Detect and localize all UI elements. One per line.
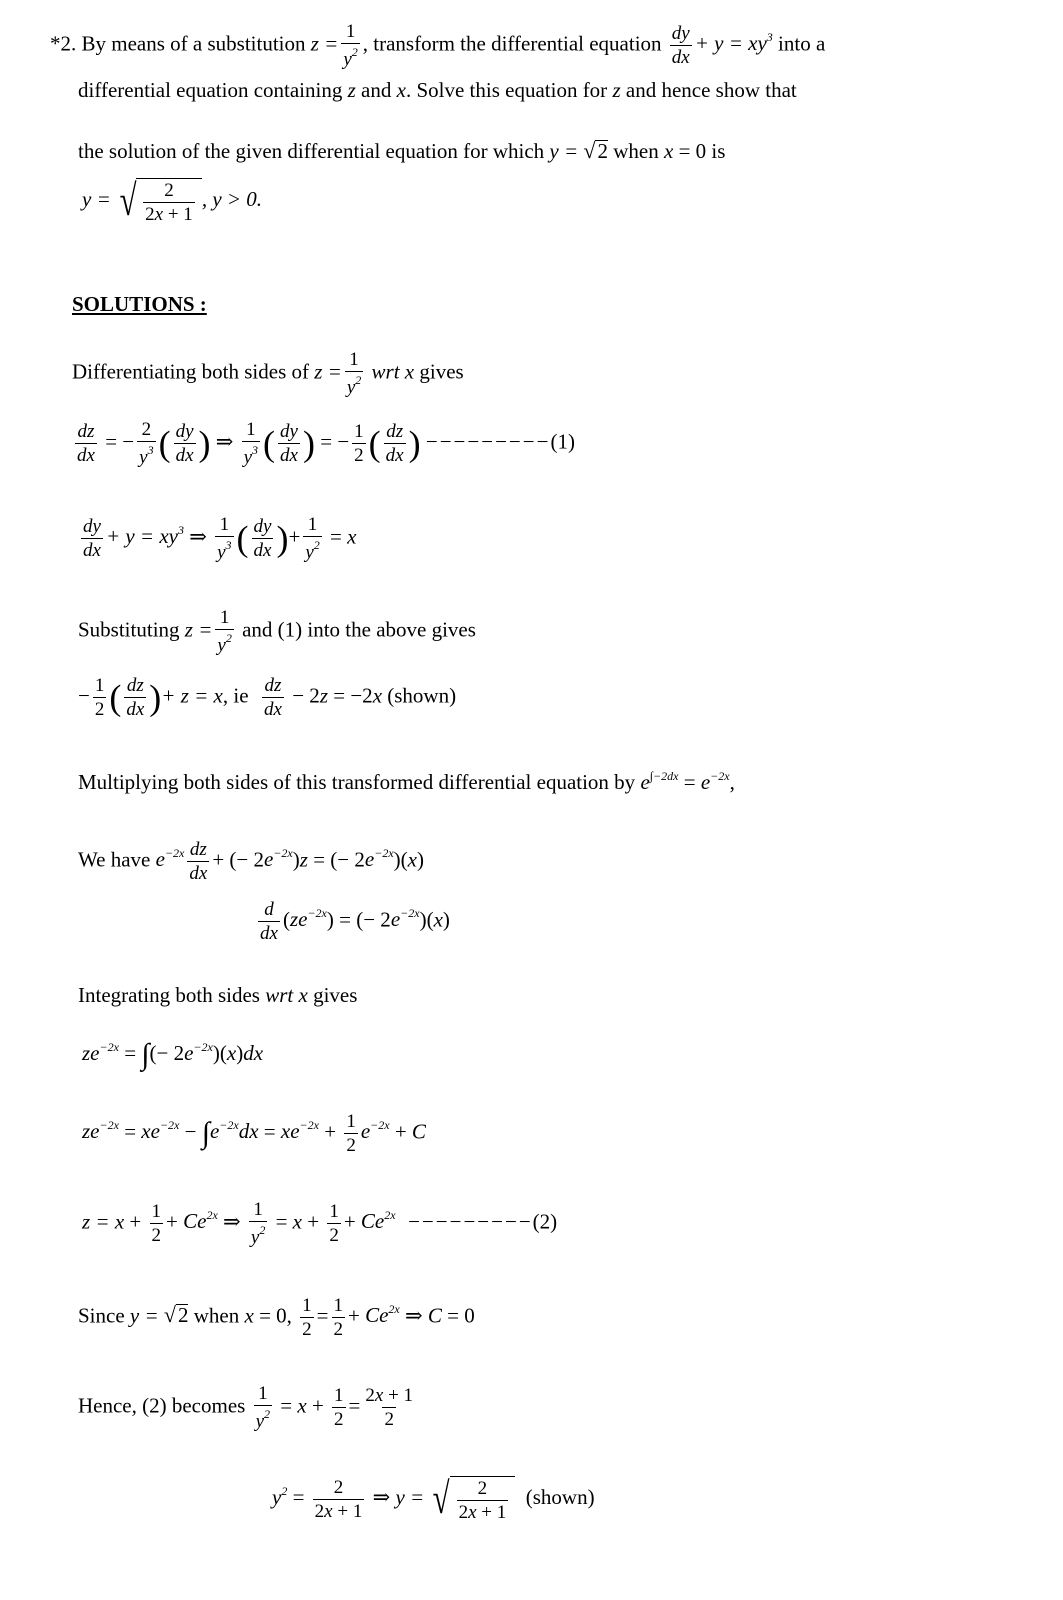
substituting-line: Substituting z = $\frac{1}{y^2}$ and (1) into the above gives — [78, 607, 476, 656]
question-line-2: differential equation containing z and x. Solve this equation for z and hence show that — [78, 78, 797, 102]
equation-1-label: (1) — [550, 429, 575, 454]
integral-line-1: $ze^{-2x}$ = ∫(− $2e^{-2x})(x)dx$ — [82, 1038, 264, 1071]
equation-1: $\frac{dz}{dx}$ = − $\frac{2}{y^3}$ ( $\frac{dy}{dx}$ ) ⇒ $\frac{1}{y^3}$ ( $\frac{dy}{dx}$ ) = − $\frac{1}{2}$ ( $\frac{dz}{dx}$ ) −−−−−−−−−(1) — [77, 419, 575, 468]
solution-diff-line: Differentiating both sides of z = $\frac{1}{y^2}$ wrt x gives — [72, 349, 464, 398]
question-answer: y = √ $\frac{2}{2x + 1}$ , y > 0. — [82, 176, 263, 225]
solutions-heading: SOLUTIONS : — [72, 292, 207, 316]
question-line-1: *2. By means of a substitution z = $\frac{1}{y^2}$ , transform the differential equation $\frac{dy}{dx}$ + $y = xy^3$ into a — [50, 21, 826, 70]
equation-original: $\frac{dy}{dx}$ + $y = xy^3$ ⇒ $\frac{1}{y^3}$ ( $\frac{dy}{dx}$ )+ $\frac{1}{y^2}$ = x — [83, 514, 357, 563]
we-have-line: We have $e^{-2x}$ $\frac{dz}{dx}$ + (− $2e^{-2x})z$ = (− $2e^{-2x})(x)$ — [78, 839, 424, 884]
final-line: $y^2$ = $\frac{2}{2x + 1}$ ⇒ y = √ $\frac{2}{2x + 1}$ (shown) — [272, 1474, 595, 1523]
integrating-line: Integrating both sides wrt x gives — [78, 983, 358, 1007]
multiplying-line: Multiplying both sides of this transformed differential equation by $e^{\int-2dx} = e^{-2x}$, — [78, 769, 735, 794]
integral-line-2: $ze^{-2x} = xe^{-2x} - \int e^{-2x}dx = xe^{-2x}$ + $\frac{1}{2}$ $e^{-2x} + C$ — [82, 1111, 426, 1156]
hence-line: Hence, (2) becomes $\frac{1}{y^2}$ = x + $\frac{1}{2}$ = $\frac{2x + 1}{2}$ — [78, 1383, 414, 1432]
equation-2: z = x + $\frac{1}{2}$ + $Ce^{2x}$ ⇒ $\frac{1}{y^2}$ = x + $\frac{1}{2}$ + $Ce^{2x} ---------(2)$ — [82, 1199, 558, 1248]
question-line-3: the solution of the given differential equation for which y = √ 2 when x = 0 is — [78, 138, 726, 163]
question-number: *2. — [50, 31, 77, 56]
product-rule-line: $\frac{d}{dx}$ $(ze^{-2x})$ = (− $2e^{-2x})(x)$ — [260, 899, 450, 944]
since-line: Since y = √ 2 when x = 0, $\frac{1}{2}$ = $\frac{1}{2}$ + $Ce^{2x}$ ⇒ C = 0 — [78, 1295, 475, 1340]
equation-2-label: (2) — [532, 1209, 558, 1234]
transformed-equation: − $\frac{1}{2}$ ( $\frac{dz}{dx}$ )+ z = x, ie $\frac{dz}{dx}$ − 2z = −2x (shown) — [78, 675, 457, 720]
